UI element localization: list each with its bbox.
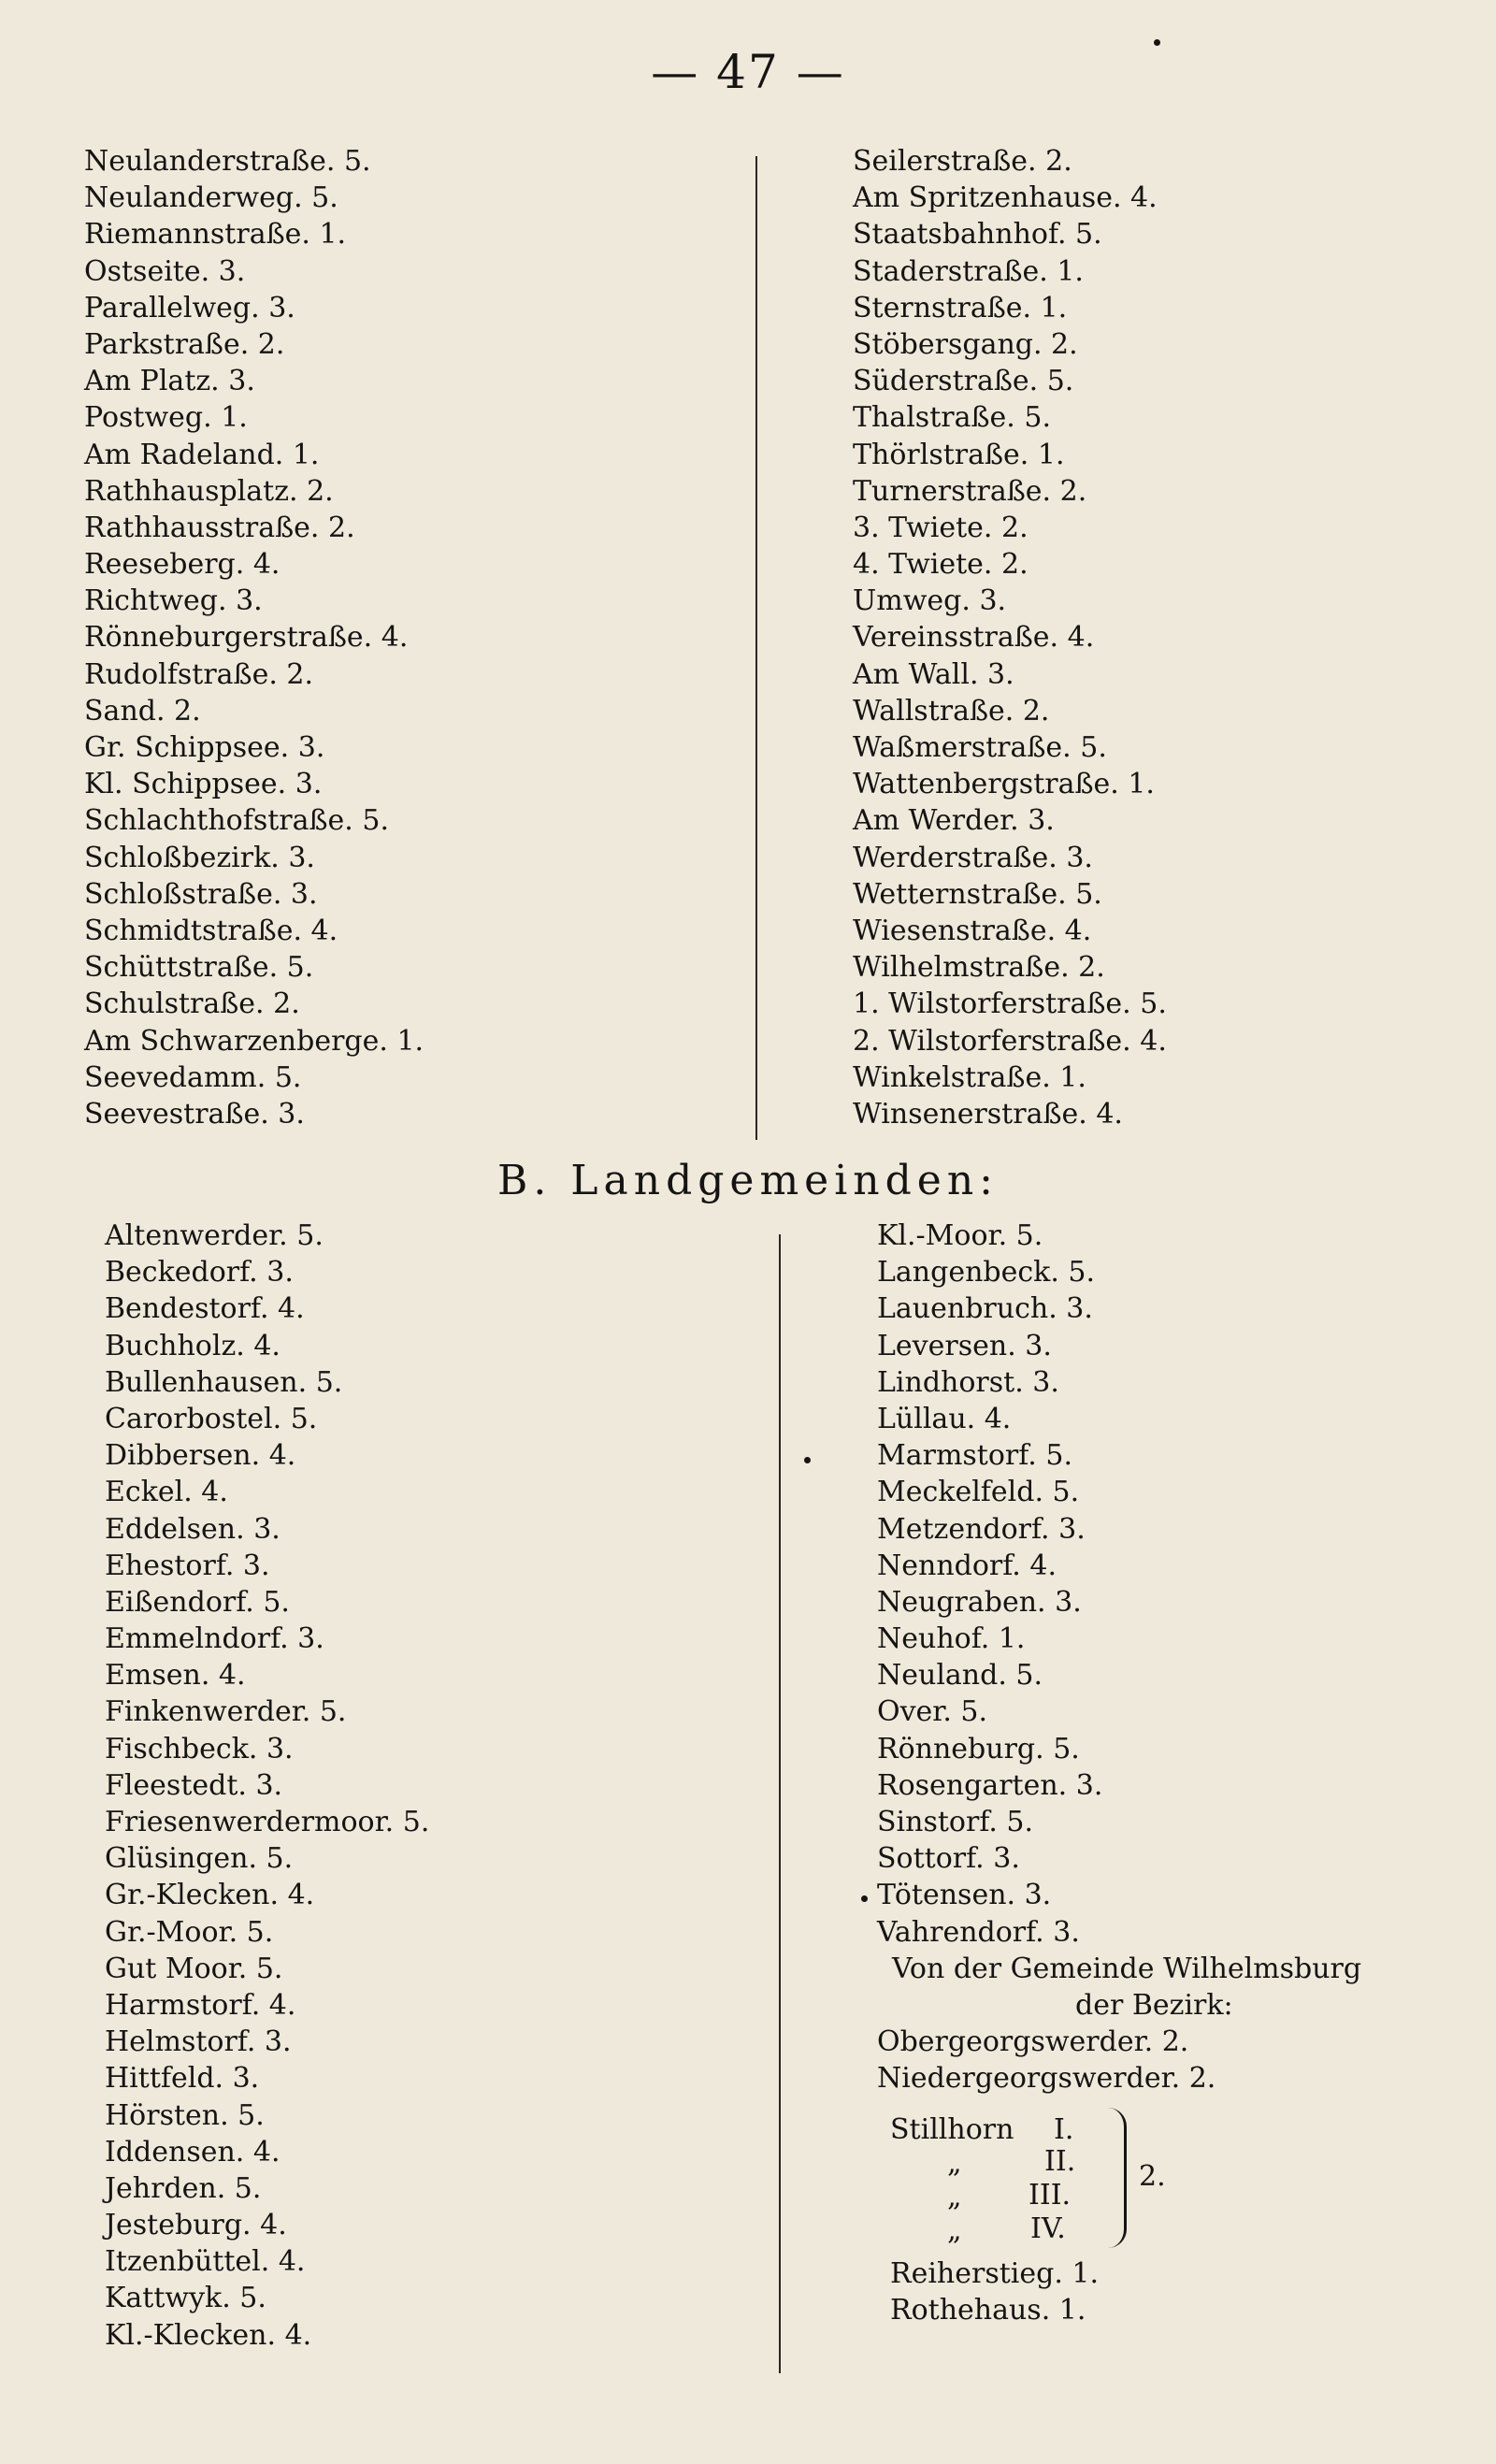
street-entry: 2. Wilstorferstraße. 4. (853, 1024, 1167, 1058)
street-entry: Sand. 2. (84, 694, 201, 728)
village-entry: Eddelsen. 3. (105, 1512, 280, 1546)
village-entry: Meckelfeld. 5. (877, 1476, 1080, 1509)
street-entry: Stöbersgang. 2. (853, 327, 1078, 361)
street-entry: Gr. Schippsee. 3. (84, 731, 325, 764)
village-entry: Hittfeld. 3. (105, 2062, 260, 2096)
village-entry: Vahrendorf. 3. (877, 1915, 1080, 1949)
village-entry: Eißendorf. 5. (105, 1585, 290, 1619)
village-entry: Dibbersen. 4. (105, 1439, 296, 1473)
street-entry: Riemannstraße. 1. (84, 218, 347, 252)
village-entry: Finkenwerder. 5. (105, 1695, 347, 1729)
street-entry: Schmidtstraße. 4. (84, 914, 338, 947)
street-entry: Turnerstraße. 2. (853, 474, 1087, 508)
village-entry: Eckel. 4. (105, 1476, 228, 1509)
village-entry: Iddensen. 4. (105, 2135, 280, 2169)
street-entry: 3. Twiete. 2. (853, 511, 1028, 544)
street-entry: Am Radeland. 1. (84, 438, 320, 471)
village-entry: Beckedorf. 3. (105, 1256, 294, 1290)
street-entry: Neulanderstraße. 5. (84, 145, 371, 178)
village-entry: Neuland. 5. (877, 1659, 1043, 1693)
village-entry: Gr.-Klecken. 4. (105, 1879, 315, 1912)
village-entry: Fischbeck. 3. (105, 1732, 294, 1765)
section-b-right-column (877, 1218, 1475, 2097)
roman-numeral: III. (1028, 2179, 1072, 2212)
roman-numeral: II. (1044, 2145, 1076, 2178)
village-entry: Kattwyk. 5. (105, 2282, 266, 2315)
street-entry: 4. Twiete. 2. (853, 548, 1028, 582)
roman-numeral: I. (1054, 2113, 1074, 2146)
village-entry: Hörsten. 5. (105, 2098, 265, 2132)
stillhorn-label: Stillhorn (890, 2113, 1014, 2146)
village-entry: Jehrden. 5. (105, 2171, 262, 2205)
curly-brace (1101, 2108, 1127, 2248)
street-entry: Richtweg. 3. (84, 584, 263, 618)
page-number: — 47 — (651, 45, 845, 99)
street-entry: Am Spritzenhause. 4. (853, 181, 1158, 215)
street-entry: Seilerstraße. 2. (853, 145, 1072, 178)
note-intro: Von der Gemeinde Wilhelmsburg (892, 1952, 1362, 1985)
village-entry: Lindhorst. 3. (877, 1365, 1059, 1399)
street-entry: Rathhausstraße. 2. (84, 511, 355, 544)
village-entry: Gr.-Moor. 5. (105, 1915, 274, 1949)
street-entry: Vereinsstraße. 4. (853, 621, 1095, 655)
section-a-left-column (84, 143, 424, 1132)
village-entry: Bendestorf. 4. (105, 1292, 305, 1326)
street-entry: Staatsbahnhof. 5. (853, 218, 1102, 252)
street-entry: Thörlstraße. 1. (853, 438, 1065, 471)
village-entry: Emmelndorf. 3. (105, 1622, 324, 1656)
street-entry: Werderstraße. 3. (853, 841, 1093, 874)
street-entry: Süderstraße. 5. (853, 365, 1074, 398)
stillhorn-group (0, 2113, 1496, 2268)
street-entry: Am Schwarzenberge. 1. (84, 1024, 424, 1058)
village-entry: Altenwerder. 5. (105, 1219, 324, 1252)
street-entry: Rathhausplatz. 2. (84, 474, 334, 508)
street-entry: Schloßstraße. 3. (84, 877, 318, 911)
village-entry: Neugraben. 3. (877, 1585, 1082, 1619)
street-entry: Schlachthofstraße. 5. (84, 804, 389, 838)
street-entry: Staderstraße. 1. (853, 254, 1084, 288)
wilhelmsburg-note (877, 1951, 1475, 2097)
street-entry: Wiesenstraße. 4. (853, 914, 1092, 947)
village-entry: Lauenbruch. 3. (877, 1292, 1093, 1326)
village-entry: Over. 5. (877, 1695, 988, 1729)
print-speck (1154, 39, 1160, 46)
village-entry: Jesteburg. 4. (105, 2209, 287, 2242)
street-entry: Schloßbezirk. 3. (84, 841, 315, 874)
street-entry: Rönneburgerstraße. 4. (84, 621, 409, 655)
street-entry: Am Wall. 3. (853, 657, 1014, 691)
village-entry: Leversen. 3. (877, 1329, 1052, 1362)
brace-value: 2. (1139, 2160, 1166, 2193)
roman-numeral: IV. (1030, 2212, 1066, 2245)
street-entry: Schulstraße. 2. (84, 987, 300, 1021)
village-entry: Harmstorf. 4. (105, 1988, 296, 2022)
village-entry: Nenndorf. 4. (877, 1549, 1057, 1582)
street-entry: Seevedamm. 5. (84, 1060, 302, 1094)
district-entry: Reiherstieg. 1. (890, 2257, 1100, 2290)
street-entry: Kl. Schippsee. 3. (84, 768, 323, 801)
street-entry: Am Werder. 3. (853, 804, 1055, 838)
village-entry: Kl.-Klecken. 4. (105, 2318, 312, 2352)
village-entry: Sottorf. 3. (877, 1842, 1020, 1876)
village-entry: Sinstorf. 5. (877, 1806, 1034, 1838)
village-entry: Neuhof. 1. (877, 1622, 1026, 1656)
village-entry: Kl.-Moor. 5. (877, 1219, 1043, 1252)
street-entry: Neulanderweg. 5. (84, 181, 338, 215)
village-entry: Ehestorf. 3. (105, 1549, 270, 1582)
village-entry: Langenbeck. 5. (877, 1256, 1096, 1290)
street-entry: Winsenerstraße. 4. (853, 1097, 1123, 1131)
street-entry: Sternstraße. 1. (853, 291, 1068, 324)
section-a-right-column (853, 143, 1167, 1132)
village-entry: Emsen. 4. (105, 1659, 246, 1693)
street-entry: Umweg. 3. (853, 584, 1007, 618)
note-district-label: der Bezirk: (1075, 1988, 1233, 2022)
street-entry: Wilhelmstraße. 2. (853, 951, 1105, 985)
village-entry: Helmstorf. 3. (105, 2025, 292, 2059)
print-speck (861, 1895, 868, 1902)
village-entry: Carorbostel. 5. (105, 1402, 318, 1435)
district-entry: Niedergeorgswerder. 2. (877, 2062, 1216, 2096)
street-entry: Waßmerstraße. 5. (853, 731, 1107, 764)
street-entry: Ostseite. 3. (84, 254, 246, 288)
street-entry: Winkelstraße. 1. (853, 1060, 1086, 1094)
district-entry: Rothehaus. 1. (890, 2294, 1086, 2327)
section-b-tail-entries (890, 2255, 1099, 2328)
street-entry: 1. Wilstorferstraße. 5. (853, 987, 1167, 1021)
village-entry: Marmstorf. 5. (877, 1439, 1072, 1473)
street-entry: Schüttstraße. 5. (84, 951, 314, 985)
ditto-mark: „ (947, 2147, 962, 2180)
print-speck (804, 1457, 811, 1463)
street-entry: Seevestraße. 3. (84, 1097, 305, 1131)
village-entry: Buchholz. 4. (105, 1329, 280, 1362)
village-entry: Lüllau. 4. (877, 1402, 1012, 1435)
street-entry: Postweg. 1. (84, 401, 248, 435)
street-entry: Thalstraße. 5. (853, 401, 1051, 435)
village-entry: Metzendorf. 3. (877, 1512, 1086, 1546)
street-entry: Wallstraße. 2. (853, 694, 1050, 728)
village-entry: Tötensen. 3. (877, 1879, 1052, 1912)
section-b-heading: B. Landgemeinden: (496, 1157, 999, 1204)
village-entry: Itzenbüttel. 4. (105, 2245, 306, 2279)
street-entry: Rudolfstraße. 2. (84, 657, 314, 691)
ditto-mark: „ (947, 2181, 962, 2213)
street-entry: Am Platz. 3. (84, 365, 255, 398)
street-entry: Parallelweg. 3. (84, 291, 295, 324)
ditto-mark: „ (947, 2214, 962, 2247)
village-entry: Gut Moor. 5. (105, 1952, 283, 1985)
street-entry: Wattenbergstraße. 1. (853, 768, 1155, 801)
column-divider (755, 156, 757, 1140)
street-entry: Parkstraße. 2. (84, 327, 285, 361)
village-entry: Friesenwerdermoor. 5. (105, 1806, 430, 1838)
village-entry: Glüsingen. 5. (105, 1842, 294, 1876)
street-entry: Reeseberg. 4. (84, 548, 280, 582)
village-entry: Fleestedt. 3. (105, 1768, 283, 1802)
village-entry: Rönneburg. 5. (877, 1732, 1080, 1765)
street-entry: Wetternstraße. 5. (853, 877, 1102, 911)
village-entry: Rosengarten. 3. (877, 1768, 1103, 1802)
village-entry: Bullenhausen. 5. (105, 1365, 343, 1399)
district-entry: Obergeorgswerder. 2. (877, 2025, 1189, 2059)
